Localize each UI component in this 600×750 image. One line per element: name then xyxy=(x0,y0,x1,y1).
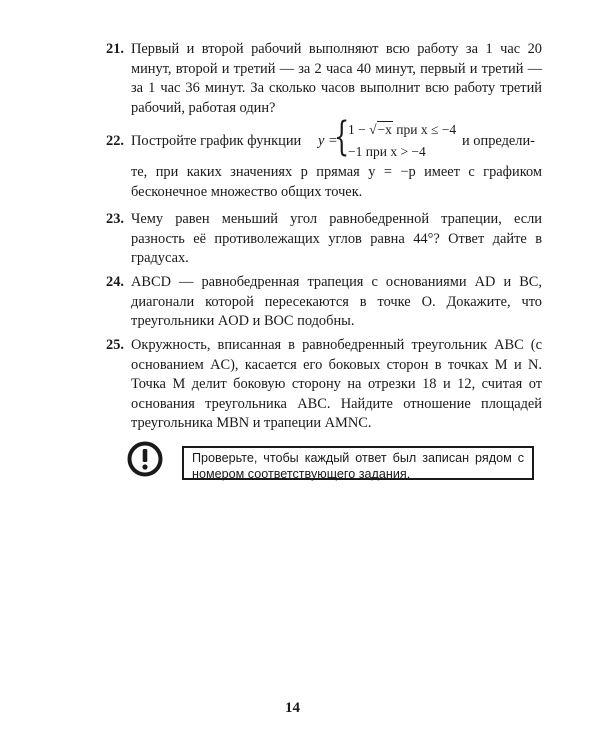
problem-24 xyxy=(106,273,542,332)
function-definition xyxy=(131,114,542,163)
problem-text: ABCD — равнобедренная трапеция с основаниями AD и BC, диагонали которой пересекаются в точке O. Докажите, что треугольники AOD и BOC подобны. xyxy=(131,274,542,329)
problem-tail: и определи- xyxy=(462,133,535,149)
problem-text: Чему равен меньший угол равнобедренной трапеции, если разность её противолежащих углов равна 44°? Ответ дайте в градусах. xyxy=(131,211,542,266)
problem-23 xyxy=(106,210,542,269)
problem-21 xyxy=(106,40,542,118)
problem-number: 24. xyxy=(106,274,124,290)
problem-number: 21. xyxy=(106,41,124,57)
page-number: 14 xyxy=(285,700,300,716)
problem-number: 25. xyxy=(106,337,124,353)
problem-intro: Постройте график функции xyxy=(131,133,302,149)
sqrt-radicand: −x xyxy=(377,122,392,137)
problem-continuation: те, при каких значениях p прямая y = −p имеет с графиком бесконечное множество общих точек. xyxy=(131,164,542,200)
piecewise-case-2: −1 при x > −4 xyxy=(348,144,426,159)
problem-number: 22. xyxy=(106,133,124,149)
piecewise-case-1: 1 − √−x при x ≤ −4 xyxy=(348,122,457,137)
problem-text: Первый и второй рабочий выполняют всю работу за 1 час 20 минут, второй и третий — за 2 часа 40 минут, первый и третий — за 1 час 36 минут. За сколько часов выполнит всю работу третий рабочий, работая один? xyxy=(131,41,542,116)
answer-reminder-note: Проверьте, чтобы каждый ответ был записан рядом с номером соответствующего задания. xyxy=(182,446,534,480)
problem-number: 23. xyxy=(106,211,124,227)
problem-22 xyxy=(106,114,542,202)
function-y: y = xyxy=(318,133,338,149)
exclamation-circle-icon xyxy=(127,441,163,477)
problem-text: Окружность, вписанная в равнобедренный треугольник ABC (с основанием AC), касается его боковых сторон в точках M и N. Точка M делит боковую сторону на отрезки 18 и 12, считая от основания треугольника ABC. Найдите отношение площадей треугольника MBN и трапеции AMNC. xyxy=(131,337,542,431)
problem-25 xyxy=(106,336,542,434)
piecewise-brace: { xyxy=(334,114,350,160)
